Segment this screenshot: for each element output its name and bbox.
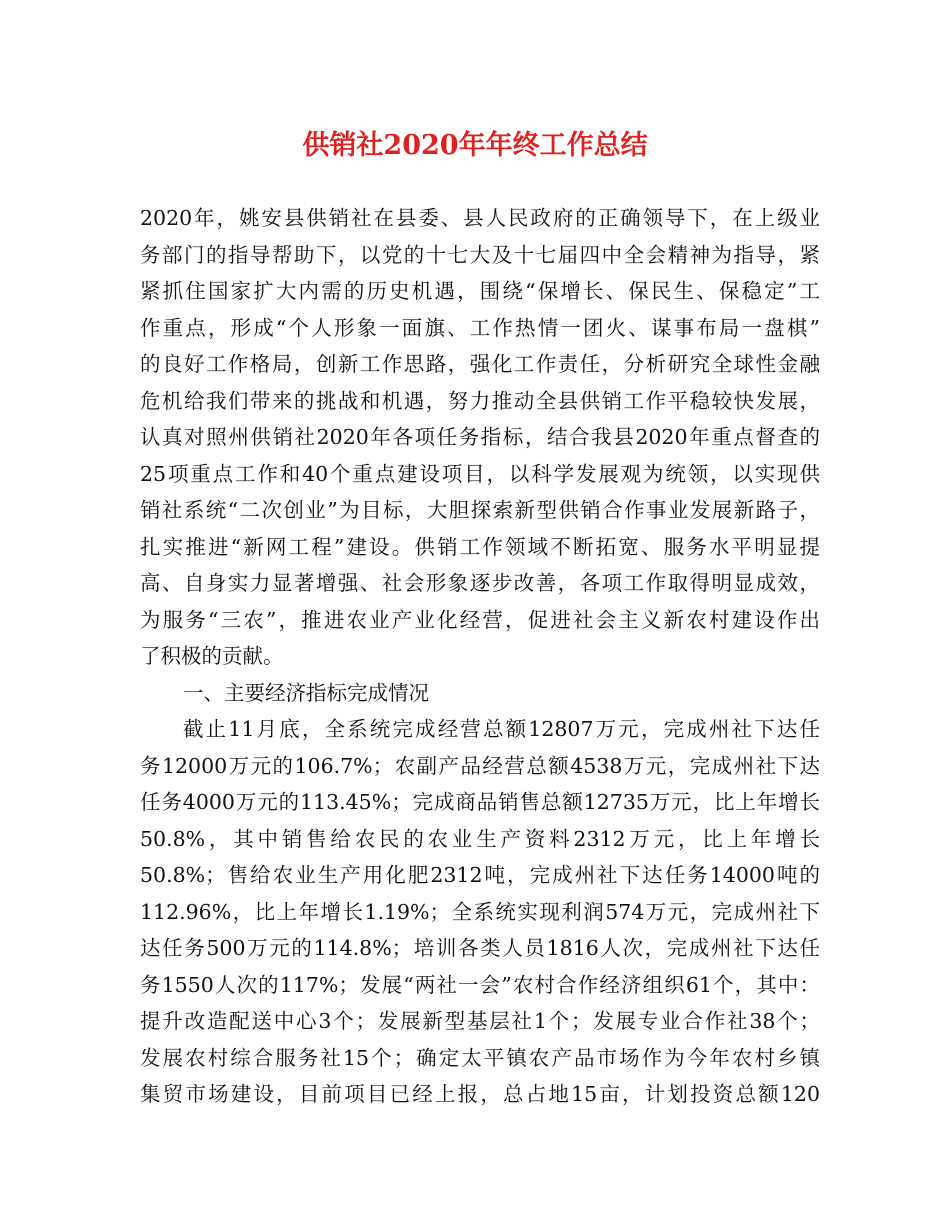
text-line: 50.8%；售给农业生产用化肥2312吨，完成州社下达任务14000吨的 <box>140 863 820 887</box>
text-line: 认真对照州供销社2020年各项任务指标，结合我县2020年重点督查的 <box>140 425 820 449</box>
text-line: 危机给我们带来的挑战和机遇，努力推动全县供销工作平稳较快发展， <box>140 388 820 413</box>
text-line: 提升改造配送中心3个；发展新型基层社1个；发展专业合作社38个； <box>140 1009 820 1033</box>
text-line: 为服务“三农”，推进农业产业化经营，促进社会主义新农村建设作出 <box>140 607 820 632</box>
paragraph-indicators <box>140 711 820 1113</box>
text-line: 扎实推进“新网工程”建设。供销工作领域不断拓宽、服务水平明显提 <box>140 534 820 559</box>
section-heading: 一、主要经济指标完成情况 <box>183 680 429 705</box>
text-line: 截止11月底，全系统完成经营总额12807万元，完成州社下达任 <box>183 717 820 741</box>
text-line: 务12000万元的106.7%；农副产品经营总额4538万元，完成州社下达 <box>140 753 820 778</box>
text-line: 25项重点工作和40个重点建设项目，以科学发展观为统领，以实现供 <box>140 461 820 486</box>
text-line: 了积极的贡献。 <box>140 644 284 668</box>
text-line: 作重点，形成“个人形象一面旗、工作热情一团火、谋事布局一盘棋” <box>140 315 820 340</box>
text-line: 达任务500万元的114.8%；培训各类人员1816人次，完成州社下达任 <box>140 936 820 960</box>
text-line: 任务4000万元的113.45%；完成商品销售总额12735万元，比上年增长 <box>140 790 820 814</box>
text-line: 务1550人次的117%；发展“两社一会”农村合作经济组织61个，其中： <box>140 972 820 997</box>
text-line: 集贸市场建设，目前项目已经上报，总占地15亩，计划投资总额120 <box>140 1082 820 1106</box>
text-line: 高、自身实力显著增强、社会形象逐步改善，各项工作取得明显成效， <box>140 571 820 595</box>
paragraph-intro <box>140 200 820 675</box>
text-line: 紧抓住国家扩大内需的历史机遇，围绕“保增长、保民生、保稳定”工 <box>140 279 820 303</box>
text-line: 发展农村综合服务社15个；确定太平镇农产品市场作为今年农村乡镇 <box>140 1045 820 1070</box>
text-line: 务部门的指导帮助下，以党的十七大及十七届四中全会精神为指导，紧 <box>140 242 820 267</box>
document-title: 供销社2020年年终工作总结 <box>302 130 648 161</box>
text-line: 的良好工作格局，创新工作思路，强化工作责任，分析研究全球性金融 <box>140 352 820 376</box>
text-line: 112.96%，比上年增长1.19%；全系统实现利润574万元，完成州社下 <box>140 899 820 924</box>
text-line: 50.8%，其中销售给农民的农业生产资料2312万元，比上年增长 <box>140 826 820 851</box>
text-line: 销社系统“二次创业”为目标，大胆探索新型供销合作事业发展新路子， <box>140 498 820 522</box>
text-line: 2020年，姚安县供销社在县委、县人民政府的正确领导下，在上级业 <box>140 206 820 230</box>
document-body <box>140 200 820 1113</box>
